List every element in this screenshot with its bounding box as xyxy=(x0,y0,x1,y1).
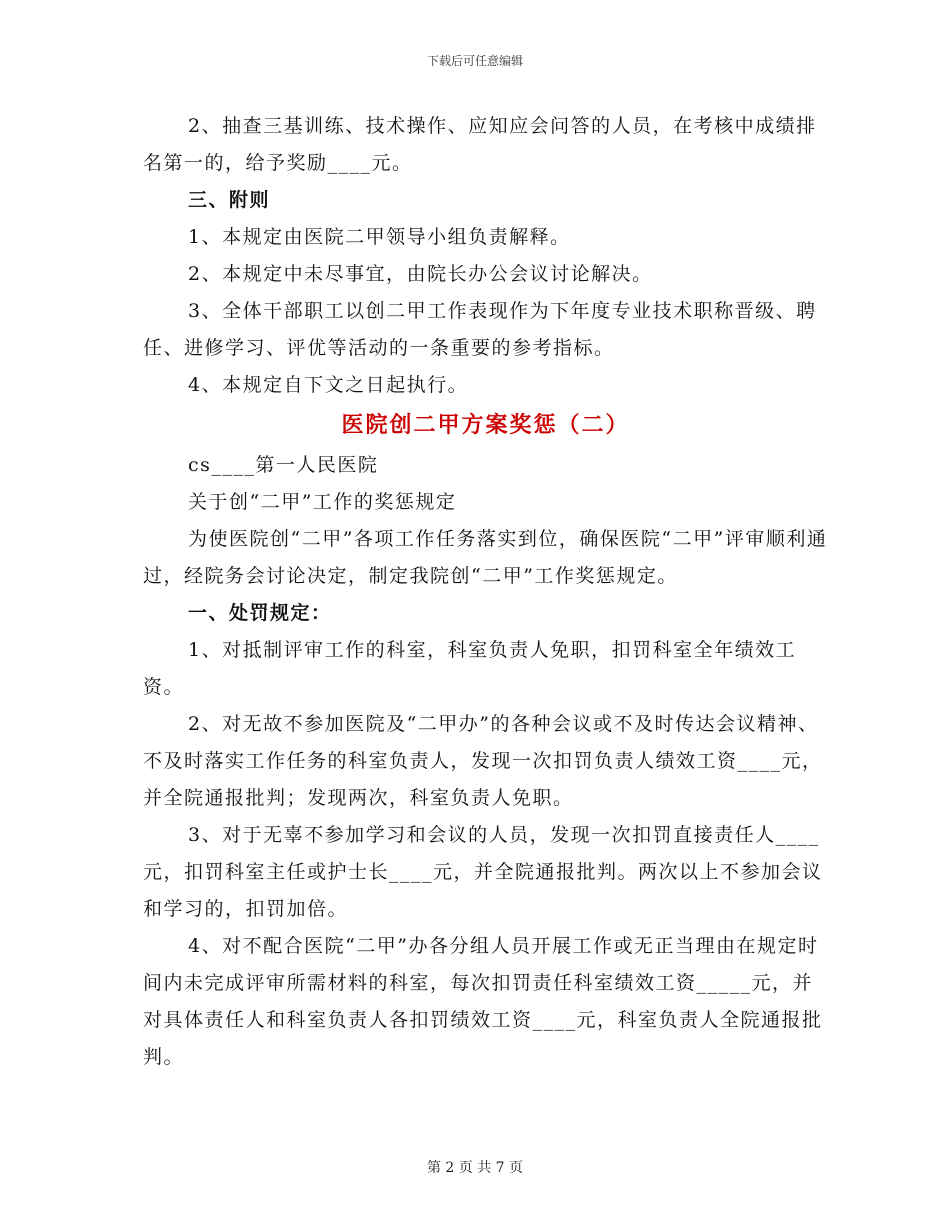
paragraph: 4、本规定自下文之日起执行。 xyxy=(188,374,469,396)
paragraph: 2、本规定中未尽事宜，由院长办公会议讨论解决。 xyxy=(188,263,653,285)
paragraph: 为使医院创“二甲”各项工作任务落实到位，确保医院“二甲”评审顺利通过，经院务会讨论决定，制定我院创“二甲”工作奖惩规定。 xyxy=(143,528,828,587)
paragraph: 1、本规定由医院二甲领导小组负责解释。 xyxy=(188,226,571,248)
document-body xyxy=(143,108,828,1076)
paragraph: 3、对于无辜不参加学习和会议的人员，发现一次扣罚直接责任人____元，扣罚科室主任或护士长____元，并全院通报批判。两次以上不参加会议和学习的，扣罚加倍。 xyxy=(143,824,823,920)
paragraph: 3、全体干部职工以创二甲工作表现作为下年度专业技术职称晋级、聘任、进修学习、评优等活动的一条重要的参考指标。 xyxy=(143,300,817,359)
paragraph: 4、对不配合医院“二甲”办各分组人员开展工作或无正当理由在规定时间内未完成评审所需材料的科室，每次扣罚责任科室绩效工资_____元，并对具体责任人和科室负责人各扣罚绩效工资____元，科室负责人全院通报批判。 xyxy=(143,935,823,1068)
section-heading: 一、处罚规定： xyxy=(188,602,332,624)
paragraph: 关于创“二甲”工作的奖惩规定 xyxy=(188,491,457,513)
paragraph: 1、对抵制评审工作的科室，科室负责人免职，扣罚科室全年绩效工资。 xyxy=(143,639,797,698)
paragraph: cs____第一人民医院 xyxy=(188,454,379,476)
top-section xyxy=(143,108,828,404)
page-header: 下载后可任意编辑 xyxy=(426,54,523,68)
page-footer: 第 2 页 共 7 页 xyxy=(426,1160,524,1176)
paragraph: 2、抽查三基训练、技术操作、应知应会问答的人员，在考核中成绩排名第一的，给予奖励____元。 xyxy=(143,115,817,174)
paragraph: 2、对无故不参加医院及“二甲办”的各种会议或不及时传达会议精神、不及时落实工作任务的科室负责人，发现一次扣罚负责人绩效工资____元，并全院通报批判；发现两次，科室负责人免职。 xyxy=(143,713,823,809)
section-heading: 三、附则 xyxy=(188,189,271,211)
section-title: 医院创二甲方案奖惩（二） xyxy=(341,412,630,438)
bottom-section xyxy=(143,447,828,1076)
